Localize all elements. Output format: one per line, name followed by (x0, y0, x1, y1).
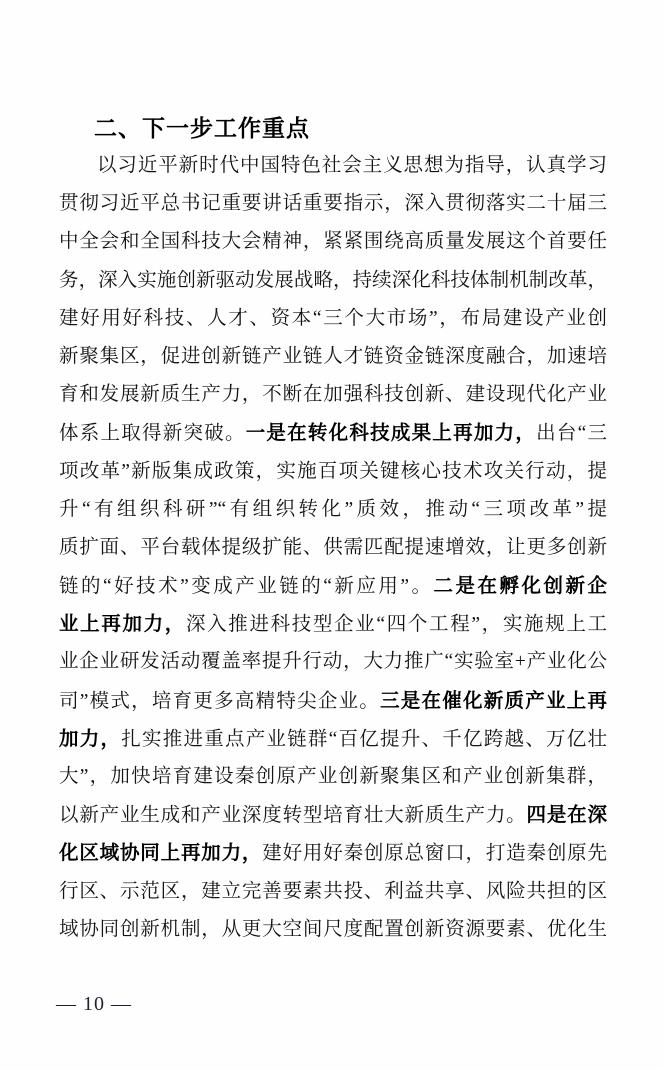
body-text-segment: 行区、示范区，建立完善要素共投、利益共享、风险共担的区 (59, 880, 607, 902)
body-emphasis-segment: 一是在转化科技成果上再加力， (245, 422, 537, 445)
body-text-segment: 以习近平新时代中国特色社会主义思想为指导，认真学习 (97, 155, 607, 176)
body-text-segment: 链的“好技术”变成产业链的“新应用”。 (59, 576, 434, 598)
body-line (59, 605, 607, 643)
body-line (59, 643, 607, 681)
body-line (59, 911, 607, 949)
body-line (59, 453, 607, 491)
body-line (59, 834, 607, 872)
body-line (59, 720, 607, 758)
body-emphasis-segment: 三是在催化新质产业上再 (380, 689, 607, 712)
body-text-segment: 建好用好秦创原总窗口，打造秦创原先 (262, 843, 607, 865)
body-line (59, 147, 607, 185)
body-line (59, 414, 607, 452)
body-text-segment: 新聚集区，促进创新链产业链人才链资金链深度融合，加速培 (59, 345, 607, 367)
body-line (59, 873, 607, 911)
body-emphasis-segment: 加力， (59, 727, 122, 750)
body-line (59, 338, 607, 376)
body-line (59, 262, 607, 300)
body-line (59, 567, 607, 605)
body-text-segment: 项改革”新版集成政策，实施百项关键核心技术攻关行动，提 (59, 460, 607, 482)
page-number: — 10 — (56, 993, 132, 1015)
body-line (59, 529, 607, 567)
body-emphasis-segment: 业上再加力， (59, 613, 186, 636)
body-text-segment: 务，深入实施创新驱动发展战略，持续深化科技体制机制改革， (59, 269, 607, 291)
body-text-segment: 体系上取得新突破。 (59, 423, 246, 445)
body-text-segment: 升“有组织科研”“有组织转化”质效，推动“三项改革”提 (59, 498, 607, 520)
body-text-segment: 扎实推进重点产业链群“百亿提升、千亿跨越、万亿壮 (121, 728, 607, 750)
body-line (59, 185, 607, 223)
body-emphasis-segment: 二是在孵化创新企 (433, 575, 607, 598)
body-text-segment: 建好用好科技、人才、资本“三个大市场”，布局建设产业创 (59, 307, 607, 329)
body-line (59, 796, 607, 834)
body-line (59, 223, 607, 261)
body-text-segment: 深入推进科技型企业“四个工程”，实施规上工 (185, 614, 607, 636)
body-lines (59, 147, 607, 949)
body-emphasis-segment: 化区域协同上再加力， (59, 842, 263, 865)
body-text-segment: 中全会和全国科技大会精神，紧紧围绕高质量发展这个首要任 (59, 231, 607, 253)
body-emphasis-segment: 四是在深 (526, 804, 607, 827)
body-line (59, 758, 607, 796)
body-text-segment: 业企业研发活动覆盖率提升行动，大力推广“实验室+产业化公 (59, 651, 607, 673)
body-text-segment: 域协同创新机制，从更大空间尺度配置创新资源要素、优化生 (59, 918, 607, 940)
body-line (59, 300, 607, 338)
body-text-segment: 贯彻习近平总书记重要讲话重要指示，深入贯彻落实二十届三 (59, 193, 607, 215)
body-text-segment: 以新产业生成和产业深度转型培育壮大新质生产力。 (59, 805, 527, 827)
section-heading: 二、下一步工作重点 (94, 115, 310, 141)
body-line (59, 682, 607, 720)
body-text-segment: 质扩面、平台载体提级扩能、供需匹配提速增效，让更多创新 (59, 536, 607, 558)
body-line (59, 376, 607, 414)
body-text-segment: 大”，加快培育建设秦创原产业创新聚集区和产业创新集群， (59, 766, 607, 787)
body-line (59, 491, 607, 529)
body-text-segment: 育和发展新质生产力，不断在加强科技创新、建设现代化产业 (59, 384, 607, 406)
body-text-segment: 出台“三 (536, 423, 607, 445)
body-text-segment: 司”模式，培育更多高精特尖企业。 (59, 690, 381, 712)
